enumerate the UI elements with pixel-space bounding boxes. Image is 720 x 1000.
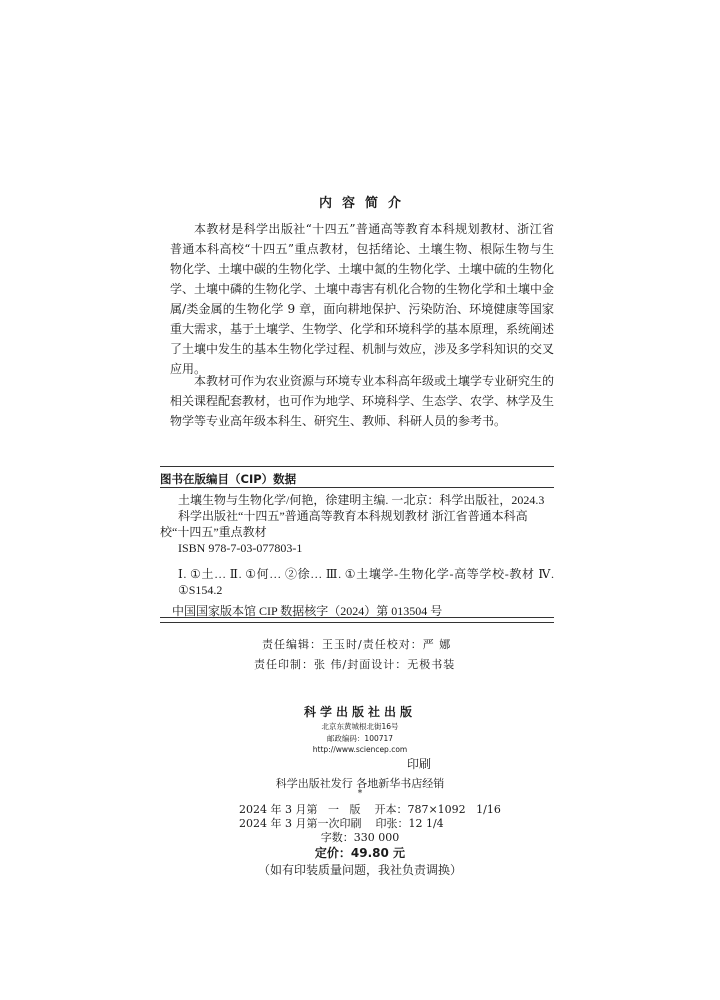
cip-data-block [160,487,554,618]
cip-entry-line-1: 土壤生物与生物化学/何艳，徐建明主编. 一北京：科学出版社，2024.3 [178,493,545,507]
cip-header: 图书在版编目（CIP）数据 [160,466,554,487]
cip-entry-line-2: 科学出版社“十四五”普通高等教育本科规划教材 浙江省普通本科高校“十四五”重点教材 [160,509,528,539]
cip-classification: Ⅰ. ①土… Ⅱ. ①何… ②徐… Ⅲ. ①土壤学-生物化学-高等学校-教材 Ⅳ. ①S154.2 [178,567,554,597]
word-count: 字数：330 000 [320,831,400,844]
summary-paragraph-1: 本教材是科学出版社“十四五”普通高等教育本科规划教材、浙江省普通本科高校“十四五”重点教材，包括绪论、土壤生物、根际生物与生物化学、土壤中碳的生物化学、土壤中氮的生物化学、土壤中硫的生物化学、土壤中磷的生物化学、土壤中毒害有机化合物的生物化学和土壤中金属/类金属的生物化学 9 章，面向耕地保护、污染防治、环境健康等国家重大需求，基于土壤学、生物学、化学和环境科学的基本原理，系统阐述了土壤中发生的基本生物化学过程、机制与效应，涉及多学科知识的交叉应用。 [170,222,555,376]
price: 定价：49.80 元 [314,846,406,860]
quality-notice: （如有印装质量问题，我社负责调换） [257,863,462,877]
staff-production: 责任印制：张 伟/封面设计：无极书装 [254,658,456,671]
cip-isbn: ISBN 978-7-03-077803-1 [178,541,303,555]
staff-editors: 责任编辑：王玉时/责任校对：严 娜 [262,638,452,651]
distribution-line: 科学出版社发行 各地新华书店经销 [275,777,445,790]
summary-paragraph-2: 本教材可作为农业资源与环境专业本科高年级或土壤学专业研究生的相关课程配套教材，也可作为地学、环境科学、生态学、农学、林学及生物学等专业高年级本科生、研究生、教师、科研人员的参考书。 [170,374,555,428]
publisher-postcode: 邮政编码：100717 [326,734,394,743]
cip-check-number: 中国国家版本馆 CIP 数据核字（2024）第 013504 号 [172,604,443,618]
publisher-name: 科学出版社出版 [303,705,416,719]
edition-line-2: 2024 年 3 月第一次印刷 印张：12 1/4 [239,817,444,830]
publisher-address: 北京东黄城根北街16号 [321,722,399,731]
cip-gap [160,556,554,566]
cip-bottom-rule [160,622,554,623]
edition-line-1: 2024 年 3 月第 一 版 开本：787×1092 1/16 [239,803,501,816]
separator-star: * [357,789,363,799]
summary-title: 内容简介 [318,196,411,211]
publisher-website: http://www.sciencep.com [312,745,408,754]
printer-label: 印刷 [407,757,432,771]
